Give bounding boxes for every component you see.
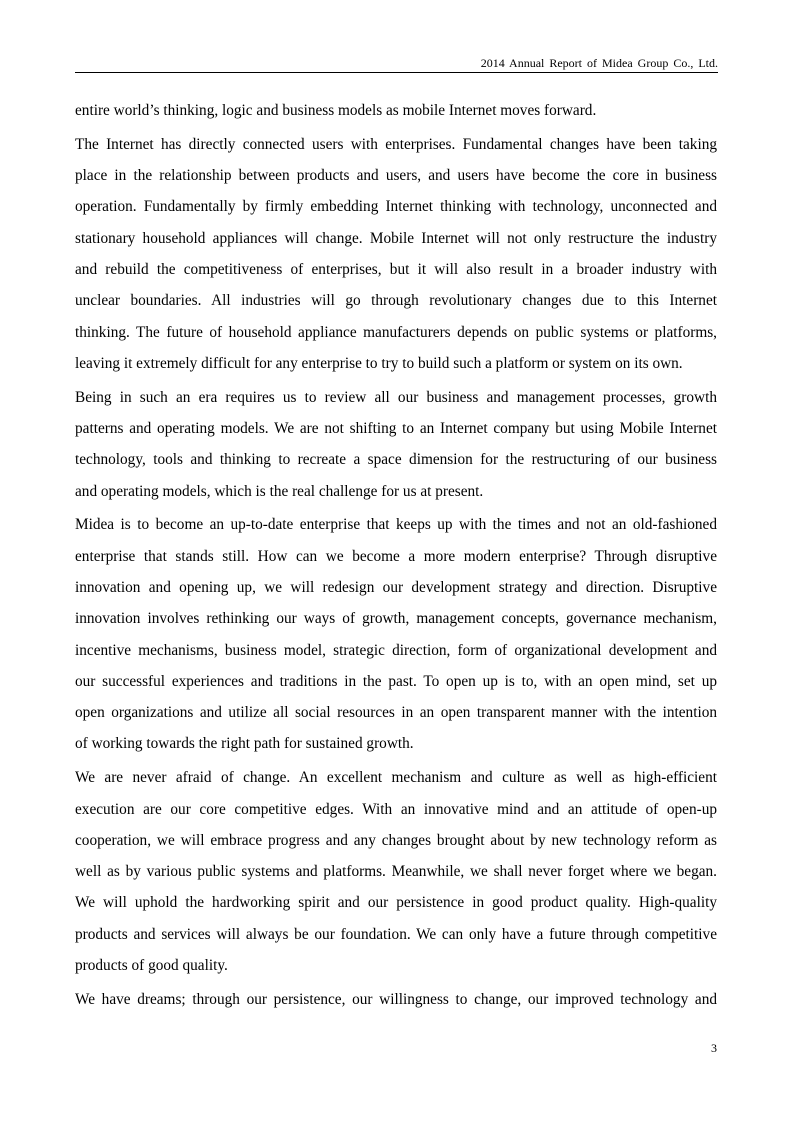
text-line: innovation and opening up, we will redesign our development strategy and direction. Disruptive: [75, 578, 717, 596]
text-line: innovation involves rethinking our ways of growth, management concepts, governance mechanism,: [75, 610, 717, 628]
text-line: incentive mechanisms, business model, strategic direction, form of organizational development and: [75, 641, 717, 659]
paragraph: [75, 987, 717, 1018]
paragraph: [75, 765, 717, 984]
paragraph: [75, 98, 717, 129]
text-line: and operating models, which is the real challenge for us at present.: [75, 482, 484, 500]
text-line: products and services will always be our foundation. We can only have a future through competitive: [75, 925, 717, 943]
paragraph: [75, 512, 717, 762]
text-line: place in the relationship between products and users, and users have become the core in business: [75, 167, 717, 185]
text-line: and rebuild the competitiveness of enterprises, but it will also result in a broader industry with: [75, 260, 717, 278]
text-line: enterprise that stands still. How can we become a more modern enterprise? Through disruptive: [75, 547, 717, 565]
text-line: cooperation, we will embrace progress and any changes brought about by new technology reform as: [75, 831, 717, 849]
page-number: 3: [711, 1041, 717, 1055]
text-line: We are never afraid of change. An excellent mechanism and culture as well as high-efficient: [75, 769, 717, 787]
text-line: patterns and operating models. We are not shifting to an Internet company but using Mobile Internet: [75, 419, 717, 437]
header-divider: [75, 72, 718, 73]
document-body: [75, 98, 717, 1021]
text-line: well as by various public systems and platforms. Meanwhile, we shall never forget where we began.: [75, 863, 717, 881]
text-line: our successful experiences and traditions in the past. To open up is to, with an open mind, set up: [75, 672, 717, 690]
text-line: operation. Fundamentally by firmly embedding Internet thinking with technology, unconnected and: [75, 198, 717, 216]
text-line: technology, tools and thinking to recreate a space dimension for the restructuring of our business: [75, 451, 717, 469]
paragraph: [75, 132, 717, 382]
text-line: We have dreams; through our persistence, our willingness to change, our improved technology and: [75, 990, 717, 1008]
text-line: Midea is to become an up-to-date enterprise that keeps up with the times and not an old-fashioned: [75, 516, 717, 534]
running-header: 2014 Annual Report of Midea Group Co., Ltd.: [480, 56, 718, 70]
text-line: thinking. The future of household appliance manufacturers depends on public systems or platforms,: [75, 323, 717, 341]
text-line: execution are our core competitive edges. With an innovative mind and an attitude of open-up: [75, 800, 717, 818]
text-line: stationary household appliances will change. Mobile Internet will not only restructure the industry: [75, 229, 717, 247]
text-line: We will uphold the hardworking spirit and our persistence in good product quality. High-quality: [75, 894, 717, 912]
text-line: of working towards the right path for sustained growth.: [75, 735, 414, 753]
text-line: entire world’s thinking, logic and business models as mobile Internet moves forward.: [75, 102, 597, 119]
text-line: Being in such an era requires us to review all our business and management processes, growth: [75, 388, 717, 406]
text-line: The Internet has directly connected users with enterprises. Fundamental changes have been taking: [75, 135, 717, 153]
text-line: leaving it extremely difficult for any enterprise to try to build such a platform or system on its own.: [75, 354, 683, 372]
text-line: unclear boundaries. All industries will go through revolutionary changes due to this Internet: [75, 292, 717, 310]
text-line: products of good quality.: [75, 957, 228, 975]
paragraph: [75, 385, 717, 510]
text-line: open organizations and utilize all social resources in an open transparent manner with the intention: [75, 704, 717, 722]
